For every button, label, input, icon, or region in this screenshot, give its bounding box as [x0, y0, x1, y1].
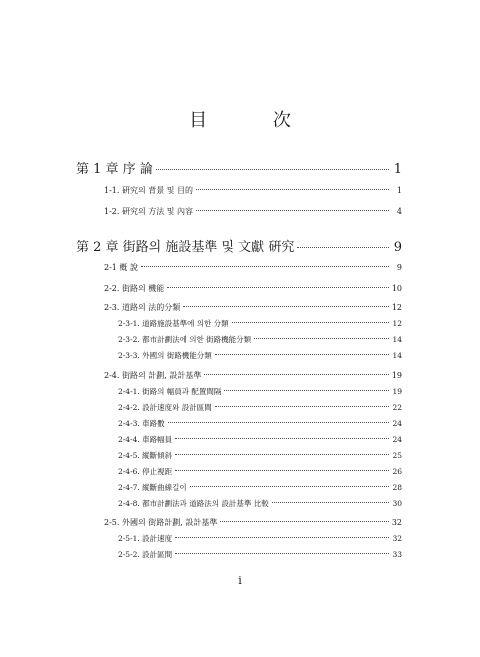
- toc-entry-page: 26: [392, 467, 402, 476]
- toc-leader-dots: [204, 374, 388, 375]
- toc-leader-dots: [232, 322, 389, 323]
- toc-entry-page: 14: [392, 351, 402, 360]
- toc-entry-label: 2-4. 街路의 計劃, 設計基準: [104, 371, 202, 380]
- toc-entry-label: 2-2. 街路의 機能: [104, 284, 165, 293]
- toc-leader-dots: [183, 306, 389, 307]
- toc-leader-dots: [220, 521, 388, 522]
- toc-entry-page: 28: [392, 483, 402, 492]
- toc-entry-label: 2-4-2. 設計速度와 設計區間: [118, 403, 212, 412]
- toc-leader-dots: [175, 470, 389, 471]
- toc-entry-label: 1-2. 硏究의 方法 및 內容: [104, 207, 194, 216]
- toc-leader-dots: [175, 454, 389, 455]
- page-title: 目 次: [189, 110, 321, 131]
- toc-leader-dots: [254, 338, 389, 339]
- toc-entry-page: 9: [396, 263, 402, 272]
- toc-entry-page: 32: [392, 534, 402, 543]
- toc-entry-page: 19: [391, 371, 402, 380]
- toc-entry-page: 12: [392, 319, 402, 328]
- toc-entry-2-3-3[interactable]: [118, 350, 402, 361]
- toc-entry-page: 10: [391, 284, 402, 293]
- toc-entry-2-4-5[interactable]: [118, 450, 402, 461]
- toc-entry-page: 24: [392, 419, 402, 428]
- toc-entry-2-4-4[interactable]: [118, 434, 402, 445]
- toc-leader-dots: [167, 287, 389, 288]
- toc-entry-label: 2-4-6. 停止視距: [118, 467, 173, 476]
- toc-entry-2-3-2[interactable]: [118, 334, 402, 345]
- toc-entry-label: 2-3-3. 外國의 街路機能分類: [118, 351, 212, 360]
- toc-entry-label: 2-4-4. 車路幅員: [118, 435, 173, 444]
- toc-leader-dots: [224, 390, 389, 391]
- toc-entry-label: 2-4-3. 車路數: [118, 419, 165, 428]
- toc-entry-label: 2-3-2. 都市計劃法에 의한 街路機能分類: [118, 335, 252, 344]
- toc-leader-dots: [156, 169, 389, 170]
- toc-entry-2-3[interactable]: [104, 302, 402, 313]
- page-number-footer: i: [238, 574, 242, 587]
- toc-leader-dots: [215, 406, 389, 407]
- toc-leader-dots: [272, 502, 389, 503]
- toc-entry-label: 2-5. 外國의 街路計劃, 設計基準: [104, 518, 218, 527]
- toc-entry-2-5[interactable]: [104, 517, 402, 528]
- toc-entry-label: 2-4-5. 縱斷傾斜: [118, 451, 173, 460]
- toc-entry-page: 19: [392, 387, 402, 396]
- toc-leader-dots: [196, 189, 389, 190]
- toc-leader-dots: [168, 422, 389, 423]
- toc-entry-page: 25: [392, 451, 402, 460]
- toc-entry-2-4-2[interactable]: [118, 402, 402, 413]
- toc-entry-2-1[interactable]: [104, 262, 402, 273]
- toc-entry-2-4-3[interactable]: [118, 418, 402, 429]
- toc-entry-label: 2-5-2. 設計區間: [118, 550, 173, 559]
- toc-entry-label: 2-5-1. 設計速度: [118, 534, 173, 543]
- toc-leader-dots: [215, 354, 389, 355]
- toc-entry-1-2[interactable]: [104, 206, 402, 217]
- toc-entry-page: 30: [392, 499, 402, 508]
- toc-entry-label: 1-1. 硏究의 背景 및 目的: [104, 186, 194, 195]
- toc-entry-label: 2-4-7. 縱斷曲線길이: [118, 483, 187, 492]
- toc-entry-label: 第 2 章 街路의 施設基準 및 文獻 硏究: [76, 240, 295, 255]
- toc-entry-page: 4: [396, 207, 402, 216]
- toc-entry-2-3-1[interactable]: [118, 318, 402, 329]
- toc-entry-1-1[interactable]: [104, 185, 402, 196]
- toc-leader-dots: [297, 247, 389, 248]
- toc-leader-dots: [175, 553, 389, 554]
- toc-entry-chapter-2[interactable]: [76, 236, 402, 255]
- toc-leader-dots: [175, 537, 389, 538]
- toc-entry-2-4-8[interactable]: [118, 498, 402, 509]
- toc-leader-dots: [190, 486, 389, 487]
- toc-entry-page: 12: [391, 303, 402, 312]
- toc-entry-2-2[interactable]: [104, 283, 402, 294]
- toc-leader-dots: [196, 210, 389, 211]
- toc-entry-2-4-1[interactable]: [118, 386, 402, 397]
- toc-entry-page: 33: [392, 550, 402, 559]
- toc-entry-label: 2-1 槪 說: [104, 263, 138, 272]
- toc-entry-label: 第 1 章 序 論: [76, 162, 153, 177]
- toc-entry-label: 2-4-8. 都市計劃法과 道路法의 設計基準 比較: [118, 499, 269, 508]
- toc-entry-page: 32: [391, 518, 402, 527]
- toc-leader-dots: [141, 266, 389, 267]
- toc-entry-2-5-1[interactable]: [118, 533, 402, 544]
- toc-entry-label: 2-4-1. 街路의 幅員과 配置間隔: [118, 387, 222, 396]
- toc-entry-page: 1: [393, 162, 402, 177]
- toc-leader-dots: [175, 438, 389, 439]
- toc-entry-page: 22: [392, 403, 402, 412]
- toc-entry-page: 1: [396, 186, 402, 195]
- toc-entry-chapter-1[interactable]: [76, 158, 402, 177]
- toc-entry-2-5-2[interactable]: [118, 549, 402, 560]
- toc-entry-2-4[interactable]: [104, 370, 402, 381]
- toc-entry-page: 9: [393, 240, 402, 255]
- toc-entry-page: 24: [392, 435, 402, 444]
- toc-entry-2-4-7[interactable]: [118, 482, 402, 493]
- toc-entry-label: 2-3-1. 道路施設基準에 의한 分類: [118, 319, 229, 328]
- toc-entry-label: 2-3. 道路의 法的分類: [104, 303, 181, 312]
- toc-entry-page: 14: [392, 335, 402, 344]
- toc-entry-2-4-6[interactable]: [118, 466, 402, 477]
